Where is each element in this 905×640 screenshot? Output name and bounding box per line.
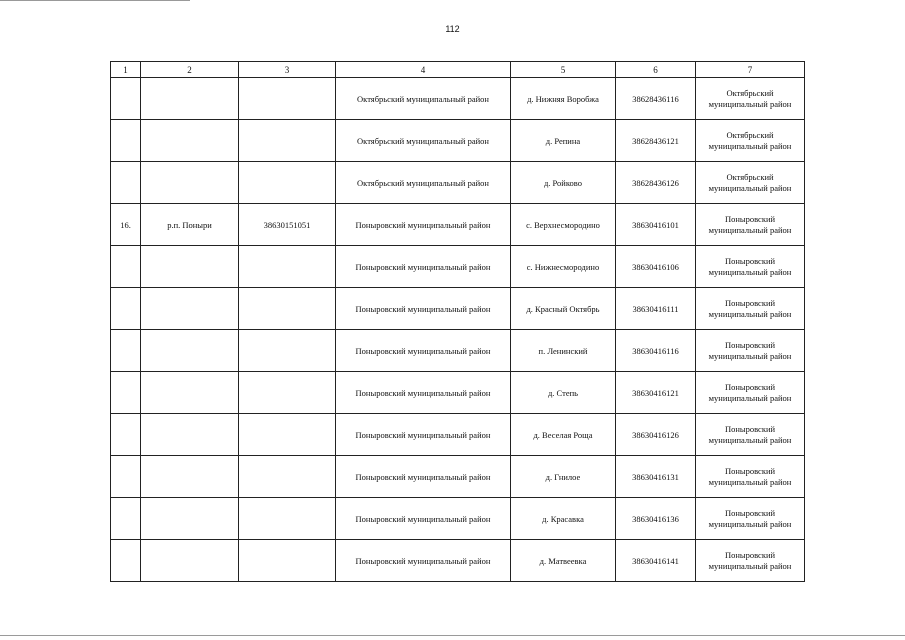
locality-code-cell: 38628436126 <box>616 162 696 204</box>
locality-name-cell: д. Красавка <box>511 498 616 540</box>
settlement-name-cell <box>141 372 239 414</box>
row-number-cell <box>111 288 141 330</box>
settlement-code-cell <box>239 246 336 288</box>
municipality-cell: Поныровский муниципальный район <box>696 204 805 246</box>
row-number-cell <box>111 162 141 204</box>
municipal-district-cell: Октябрьский муниципальный район <box>336 162 511 204</box>
settlement-name-cell <box>141 162 239 204</box>
municipality-cell: Октябрьский муниципальный район <box>696 78 805 120</box>
locality-name-cell: с. Нижнесмородино <box>511 246 616 288</box>
locality-name-cell: д. Веселая Роща <box>511 414 616 456</box>
table-row <box>111 204 805 246</box>
locality-name-cell: д. Ройково <box>511 162 616 204</box>
municipal-district-cell: Поныровский муниципальный район <box>336 246 511 288</box>
municipal-district-cell: Октябрьский муниципальный район <box>336 120 511 162</box>
table-row <box>111 372 805 414</box>
row-number-cell <box>111 78 141 120</box>
header-cell-5: 5 <box>511 62 616 78</box>
settlement-name-cell <box>141 288 239 330</box>
settlement-code-cell <box>239 372 336 414</box>
row-number-cell <box>111 120 141 162</box>
municipality-cell: Поныровский муниципальный район <box>696 288 805 330</box>
table-header <box>111 62 805 78</box>
table-row <box>111 414 805 456</box>
table-row <box>111 540 805 582</box>
header-row <box>111 62 805 78</box>
municipality-cell: Октябрьский муниципальный район <box>696 162 805 204</box>
page-number: 112 <box>445 24 460 34</box>
locality-name-cell: д. Красный Октябрь <box>511 288 616 330</box>
settlement-name-cell <box>141 498 239 540</box>
settlements-table-container <box>110 61 805 582</box>
municipality-cell: Октябрьский муниципальный район <box>696 120 805 162</box>
locality-code-cell: 38630416106 <box>616 246 696 288</box>
header-cell-7: 7 <box>696 62 805 78</box>
table-row <box>111 120 805 162</box>
municipal-district-cell: Поныровский муниципальный район <box>336 204 511 246</box>
municipality-cell: Поныровский муниципальный район <box>696 540 805 582</box>
locality-name-cell: д. Нижняя Воробжа <box>511 78 616 120</box>
locality-code-cell: 38630416141 <box>616 540 696 582</box>
municipal-district-cell: Поныровский муниципальный район <box>336 498 511 540</box>
locality-name-cell: п. Ленинский <box>511 330 616 372</box>
table-row <box>111 162 805 204</box>
table-body <box>111 78 805 582</box>
municipal-district-cell: Поныровский муниципальный район <box>336 456 511 498</box>
settlement-name-cell <box>141 78 239 120</box>
municipality-cell: Поныровский муниципальный район <box>696 330 805 372</box>
row-number-cell <box>111 414 141 456</box>
settlement-name-cell <box>141 120 239 162</box>
settlement-code-cell: 38630151051 <box>239 204 336 246</box>
settlement-name-cell <box>141 456 239 498</box>
settlement-name-cell: р.п. Поныри <box>141 204 239 246</box>
locality-name-cell: д. Степь <box>511 372 616 414</box>
header-cell-4: 4 <box>336 62 511 78</box>
settlement-code-cell <box>239 330 336 372</box>
settlement-code-cell <box>239 288 336 330</box>
municipality-cell: Поныровский муниципальный район <box>696 498 805 540</box>
municipality-cell: Поныровский муниципальный район <box>696 246 805 288</box>
header-cell-2: 2 <box>141 62 239 78</box>
header-cell-3: 3 <box>239 62 336 78</box>
settlement-code-cell <box>239 414 336 456</box>
municipal-district-cell: Поныровский муниципальный район <box>336 372 511 414</box>
settlements-table <box>110 61 805 582</box>
municipal-district-cell: Поныровский муниципальный район <box>336 288 511 330</box>
header-cell-6: 6 <box>616 62 696 78</box>
settlement-code-cell <box>239 498 336 540</box>
settlement-code-cell <box>239 540 336 582</box>
municipality-cell: Поныровский муниципальный район <box>696 372 805 414</box>
table-row <box>111 246 805 288</box>
locality-code-cell: 38630416126 <box>616 414 696 456</box>
row-number-cell <box>111 456 141 498</box>
row-number-cell <box>111 246 141 288</box>
municipality-cell: Поныровский муниципальный район <box>696 456 805 498</box>
settlement-name-cell <box>141 330 239 372</box>
table-row <box>111 498 805 540</box>
locality-code-cell: 38630416131 <box>616 456 696 498</box>
header-cell-1: 1 <box>111 62 141 78</box>
municipal-district-cell: Поныровский муниципальный район <box>336 414 511 456</box>
table-row <box>111 456 805 498</box>
table-row <box>111 330 805 372</box>
table-row <box>111 288 805 330</box>
settlement-name-cell <box>141 246 239 288</box>
settlement-name-cell <box>141 414 239 456</box>
scan-bottom-edge <box>0 635 905 636</box>
settlement-code-cell <box>239 162 336 204</box>
locality-name-cell: с. Верхнесмородино <box>511 204 616 246</box>
locality-code-cell: 38630416111 <box>616 288 696 330</box>
locality-code-cell: 38630416121 <box>616 372 696 414</box>
locality-name-cell: д. Репина <box>511 120 616 162</box>
locality-code-cell: 38630416136 <box>616 498 696 540</box>
row-number-cell: 16. <box>111 204 141 246</box>
locality-code-cell: 38630416116 <box>616 330 696 372</box>
locality-code-cell: 38628436116 <box>616 78 696 120</box>
settlement-code-cell <box>239 456 336 498</box>
table-row <box>111 78 805 120</box>
settlement-code-cell <box>239 120 336 162</box>
municipal-district-cell: Поныровский муниципальный район <box>336 330 511 372</box>
locality-code-cell: 38628436121 <box>616 120 696 162</box>
row-number-cell <box>111 540 141 582</box>
scan-edge-mark <box>0 0 190 1</box>
settlement-name-cell <box>141 540 239 582</box>
municipal-district-cell: Поныровский муниципальный район <box>336 540 511 582</box>
row-number-cell <box>111 498 141 540</box>
locality-name-cell: д. Гнилое <box>511 456 616 498</box>
locality-code-cell: 38630416101 <box>616 204 696 246</box>
locality-name-cell: д. Матвеевка <box>511 540 616 582</box>
settlement-code-cell <box>239 78 336 120</box>
municipal-district-cell: Октябрьский муниципальный район <box>336 78 511 120</box>
row-number-cell <box>111 330 141 372</box>
row-number-cell <box>111 372 141 414</box>
municipality-cell: Поныровский муниципальный район <box>696 414 805 456</box>
